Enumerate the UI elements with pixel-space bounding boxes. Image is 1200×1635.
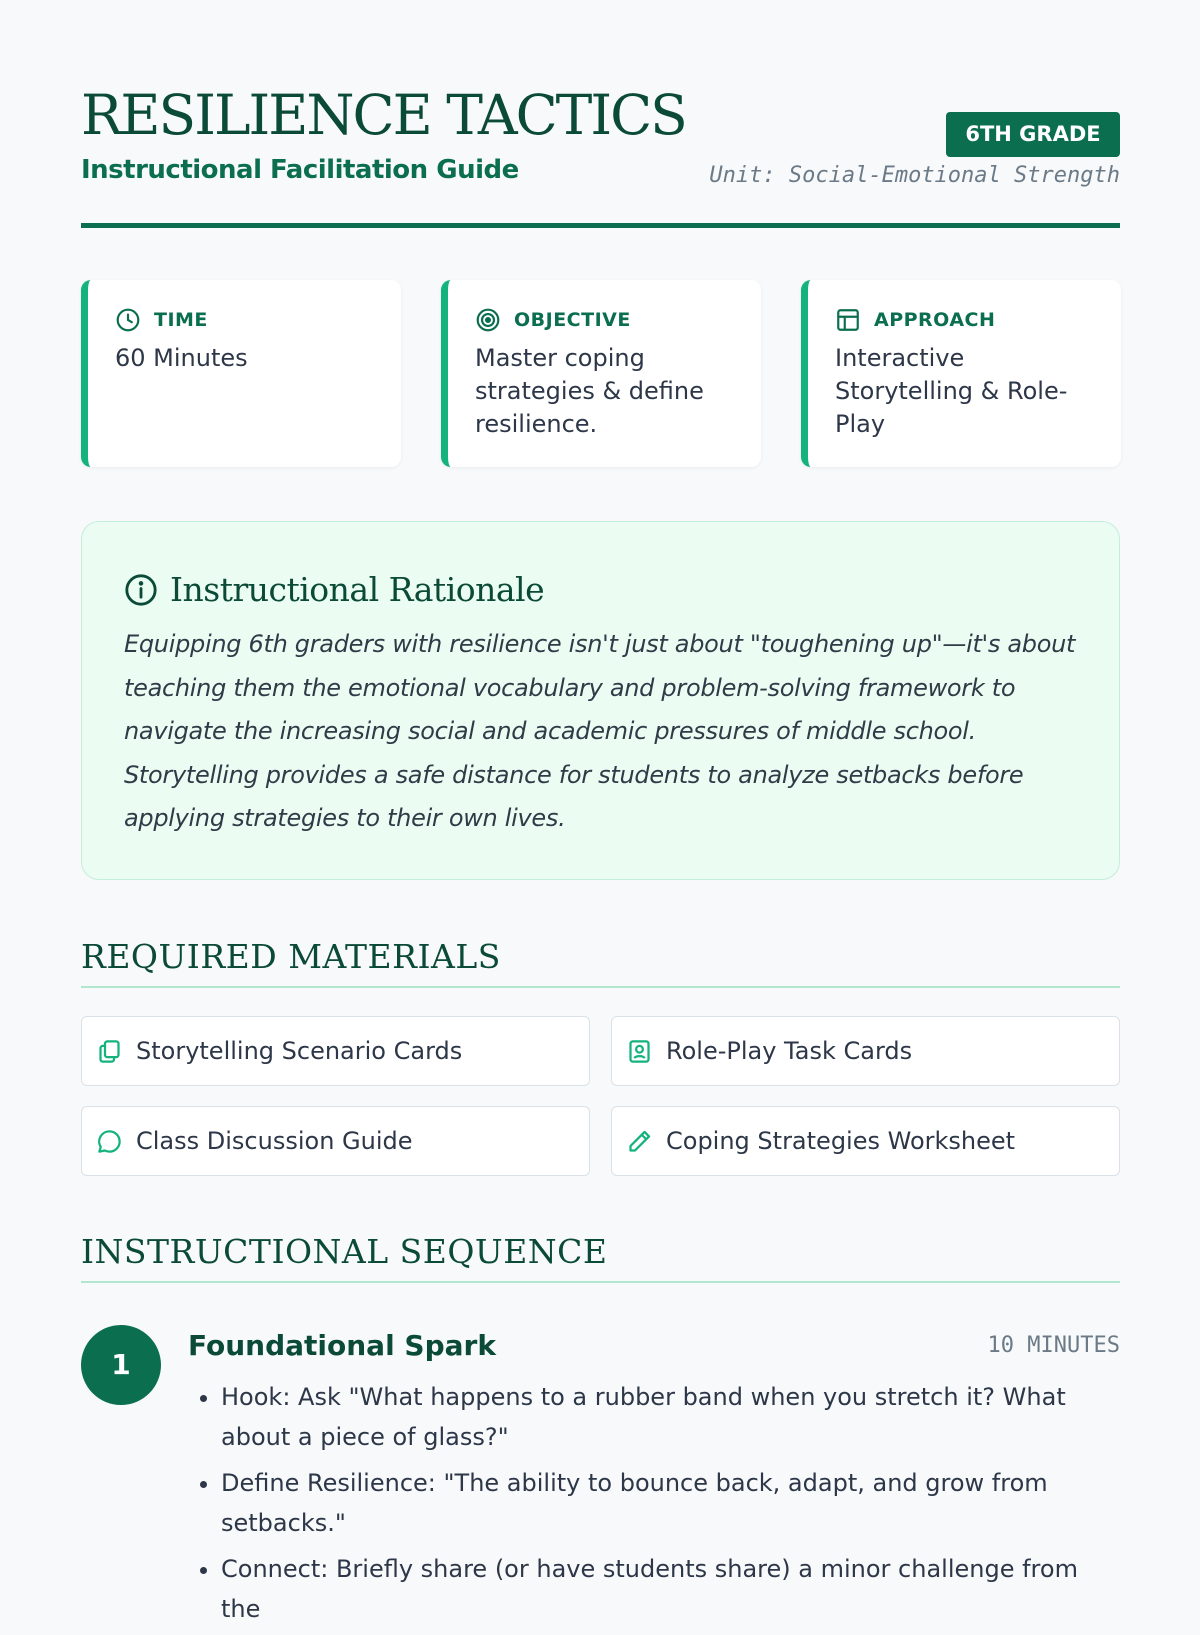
- grade-badge: 6TH GRADE: [946, 112, 1120, 157]
- rationale-panel: [81, 521, 1120, 880]
- lesson-plan-page: [81, 0, 1120, 1623]
- rationale-body: Equipping 6th graders with resilience isn't just about "toughening up"—it's about teaching them the emotional vocabulary and problem-solving framework to navigate the increasing social and academic pressures of middle school. Storytelling provides a safe distance for students to analyze setbacks before applying strategies to their own lives.: [124, 630, 1076, 832]
- step-bullet: • Define Resilience: "The ability to bounce back, adapt, and grow from setbacks.": [221, 1463, 1121, 1543]
- rationale-header: [124, 570, 544, 609]
- clock-icon: [115, 307, 141, 333]
- rationale-title: Instructional Rationale: [170, 570, 545, 609]
- page-title: RESILIENCE TACTICS: [81, 83, 686, 147]
- step-bullet: • Hook: Ask "What happens to a rubber band when you stretch it? What about a piece of glass?": [221, 1377, 1121, 1457]
- step-bullet: • Connect: Briefly share (or have students share) a minor challenge from the: [221, 1549, 1121, 1629]
- materials-heading: REQUIRED MATERIALS: [81, 937, 1120, 988]
- objective-card: [441, 280, 761, 467]
- page-header: [81, 0, 1120, 228]
- approach-card: [801, 280, 1121, 467]
- target-icon: [475, 307, 501, 333]
- material-label: Coping Strategies Worksheet: [666, 1127, 1016, 1155]
- approach-card-header: [835, 307, 995, 333]
- copy-icon: [96, 1038, 123, 1065]
- info-cards: [81, 280, 1120, 467]
- objective-card-header: [475, 307, 631, 333]
- step-title: Foundational Spark: [188, 1329, 496, 1362]
- objective-card-value: Master coping strategies & define resilience.: [475, 344, 704, 438]
- layout-icon: [835, 307, 861, 333]
- time-card-value: 60 Minutes: [115, 344, 248, 372]
- time-card-label: TIME: [154, 309, 208, 331]
- material-label: Class Discussion Guide: [136, 1127, 413, 1155]
- objective-card-label: OBJECTIVE: [514, 309, 631, 331]
- approach-card-label: APPROACH: [874, 309, 996, 331]
- page-subtitle: Instructional Facilitation Guide: [81, 155, 519, 185]
- sequence-heading: INSTRUCTIONAL SEQUENCE: [81, 1232, 1120, 1283]
- info-icon: [124, 573, 158, 607]
- unit-label: Unit: Social-Emotional Strength: [709, 163, 1120, 188]
- material-item: [81, 1016, 590, 1086]
- step-bullet-list: [221, 1377, 1121, 1635]
- material-item: [81, 1106, 590, 1176]
- material-label: Role-Play Task Cards: [666, 1037, 913, 1065]
- material-item: [611, 1106, 1120, 1176]
- approach-card-value: Interactive Storytelling & Role-Play: [835, 344, 1068, 438]
- material-label: Storytelling Scenario Cards: [136, 1037, 463, 1065]
- step-number-badge: 1: [81, 1325, 161, 1405]
- material-item: [611, 1016, 1120, 1086]
- step-duration: 10 MINUTES: [987, 1333, 1120, 1358]
- badge-icon: [626, 1038, 653, 1065]
- speech-bubble-icon: [96, 1128, 123, 1155]
- time-card-header: [115, 307, 208, 333]
- pencil-icon: [626, 1128, 653, 1155]
- time-card: [81, 280, 401, 467]
